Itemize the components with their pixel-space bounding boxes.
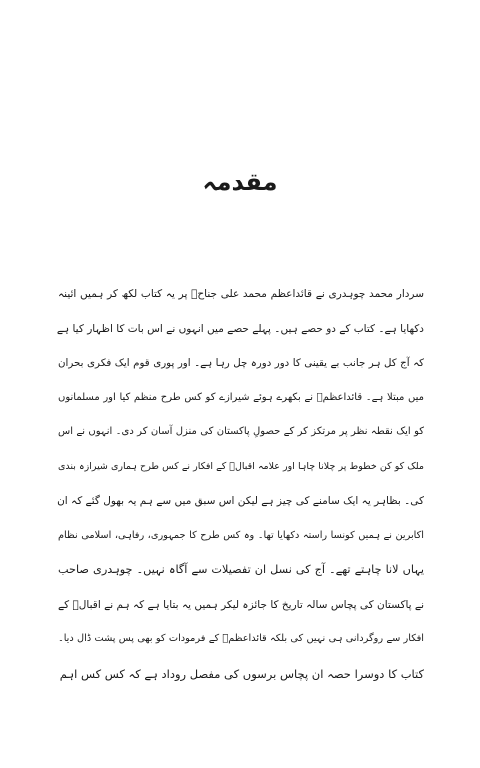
text-line: افکار سے روگردانی ہی نہیں کی بلکہ قائداعظمؒ کے فرمودات کو بھی پس پشت ڈال دیا۔ [58,633,424,644]
page-title: مقدمہ [202,168,278,196]
text-line: کی۔ بظاہر یہ ایک سامنے کی چیز ہے لیکن اس سبق میں سے ہم یہ بھول گئے کہ ان [57,495,424,507]
text-line: میں مبتلا ہے۔ قائداعظمؒ نے بکھرے ہوئے شیرازے کو کس طرح منظم کیا اور مسلمانوں [58,391,424,403]
text-line: کہ آج کل ہر جانب بے یقینی کا دور دورہ چل رہا ہے۔ اور پوری قوم ایک فکری بحران [58,357,424,369]
body-paragraph [58,277,424,691]
text-line: یہاں لانا چاہتے تھے۔ آج کی نسل ان تفصیلات سے آگاہ نہیں۔ چوہدری صاحب [58,563,424,576]
text-line: ملک کو کن خطوط پر چلانا چاہا اور علامہ اقبالؒ کے افکار نے کس طرح ہماری شیرازہ بندی [58,460,424,472]
text-line: سردار محمد چوہدری نے قائداعظم محمد علی جناحؒ پر یہ کتاب لکھ کر ہمیں ائینہ [58,288,424,300]
text-line: دکھایا ہے۔ کتاب کے دو حصے ہیں۔ پہلے حصے میں انہوں نے اس بات کا اظہار کیا ہے [56,322,424,335]
text-line: کو ایک نقطہ نظر پر مرتکز کر کے حصولِ پاکستان کی منزل آسان کر دی۔ انہوں نے اس [58,426,424,437]
text-line: کتاب کا دوسرا حصہ ان پچاس برسوں کی مفصل روداد ہے کہ کس کس اہم [59,666,424,681]
text-line: اکابرین نے ہمیں کونسا راستہ دکھایا تھا۔ وہ کس طرح کا جمہوری، رفاہی، اسلامی نظام [58,529,424,541]
text-line: نے پاکستان کی پچاس سالہ تاریخ کا جائزہ لیکر ہمیں یہ بتایا ہے کہ ہم نے اقبالؒ کے [58,598,424,611]
